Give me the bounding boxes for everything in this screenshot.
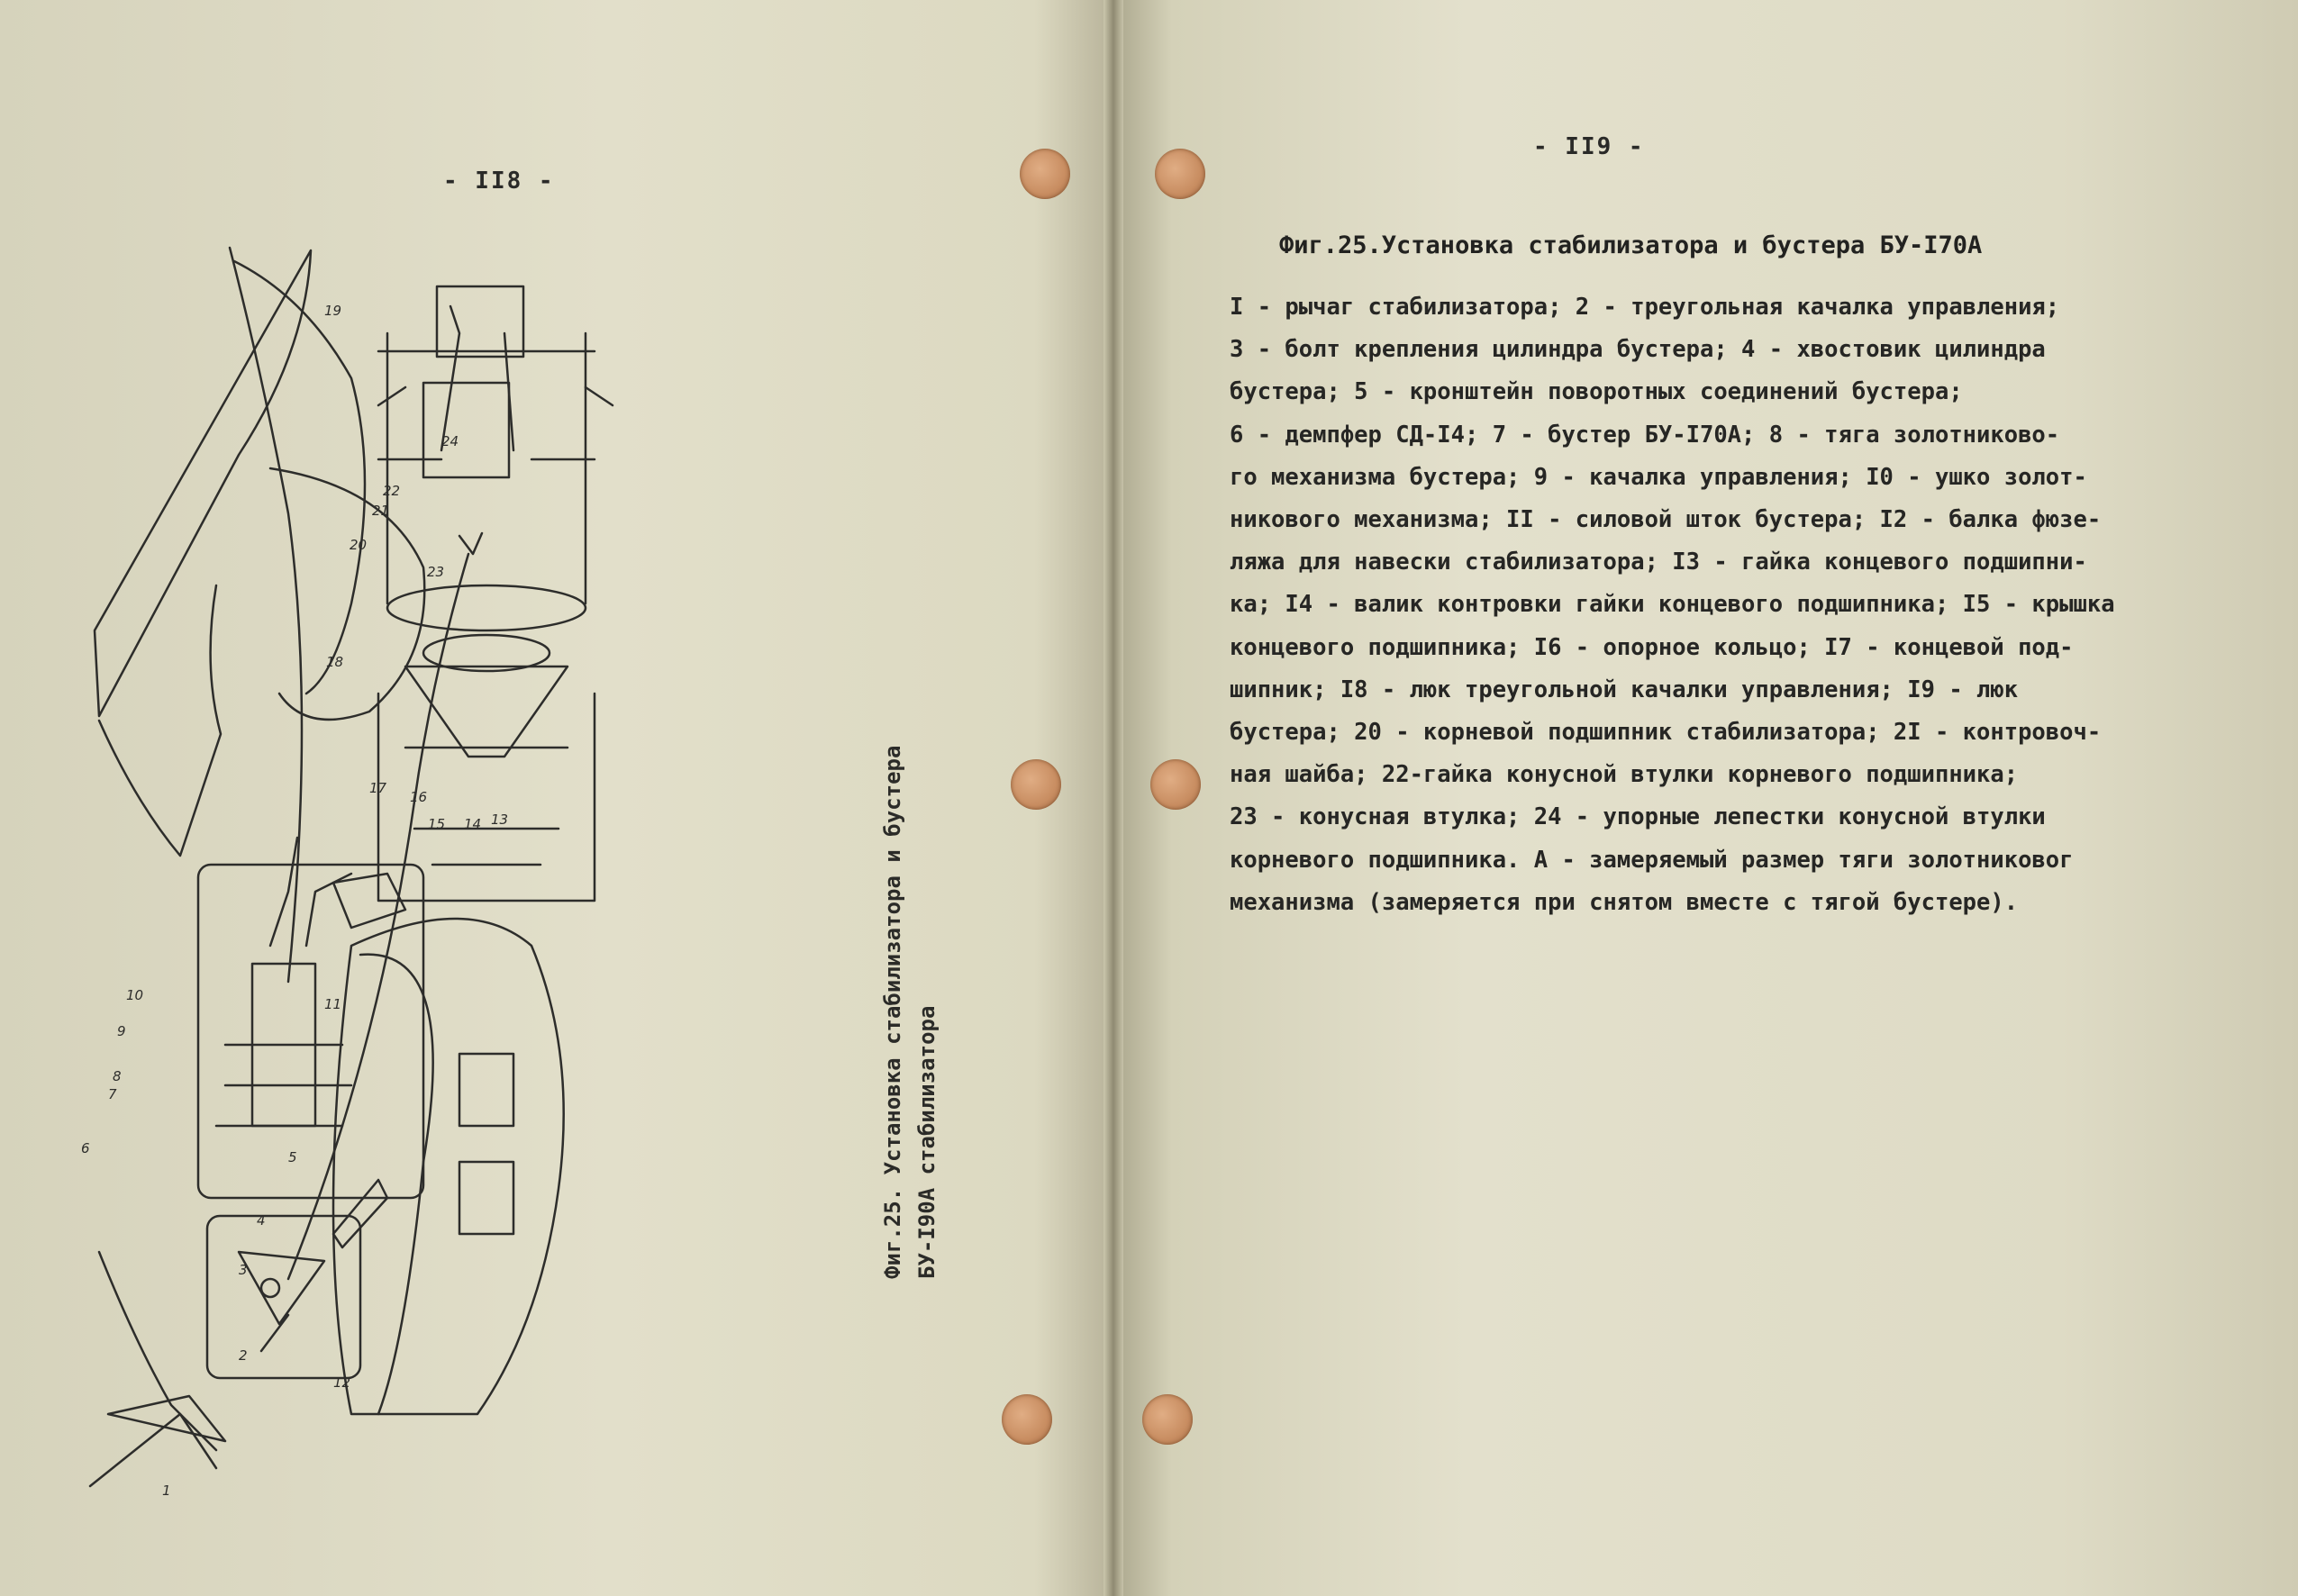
legend-line: 23 - конусная втулка; 24 - упорные лепестки конусной втулки (1230, 803, 2046, 831)
hatch-19 (437, 286, 523, 357)
callout-label-11: 11 (324, 996, 342, 1012)
callout-label-1: 1 (162, 1483, 171, 1499)
callout-label-15: 15 (428, 816, 446, 832)
caption-line-2: БУ-I90А стабилизатора (914, 1005, 940, 1279)
callout-label-23: 23 (427, 564, 445, 580)
legend-line: никового механизма; II - силовой шток бустера; I2 - балка фюзе- (1230, 506, 2102, 534)
legend-line: бустера; 20 - корневой подшипник стабилизатора; 2I - контровоч- (1230, 719, 2102, 747)
fin-outline (99, 585, 221, 856)
callout-label-20: 20 (350, 537, 368, 553)
book-gutter (1104, 0, 1123, 1596)
callout-label-19: 19 (324, 303, 342, 319)
technical-drawing (81, 243, 865, 1504)
callout-label-9: 9 (117, 1023, 126, 1039)
callout-label-24: 24 (441, 433, 459, 449)
figure-title: Фиг.25.Установка стабилизатора и бустера БУ-I70А (1279, 231, 1983, 259)
fuselage-lower (270, 468, 424, 720)
left-page-number: - II8 - (443, 168, 555, 195)
callout-label-16: 16 (410, 789, 428, 805)
punch-hole (1020, 149, 1070, 199)
right-page-number: - II9 - (1533, 133, 1645, 160)
punch-hole (1002, 1394, 1052, 1445)
callout-label-2: 2 (239, 1347, 248, 1364)
callout-label-8: 8 (113, 1068, 122, 1084)
punch-hole (1142, 1394, 1193, 1445)
figure-legend (1230, 286, 2115, 924)
legend-line: 3 - болт крепления цилиндра бустера; 4 - хвостовик цилиндра (1230, 336, 2046, 364)
stabilizer-outline (95, 250, 311, 716)
legend-line: механизма (замеряется при снятом вместе с тягой бустере). (1230, 888, 2019, 916)
legend-line: го механизма бустера; 9 - качалка управления; I0 - ушко золот- (1230, 463, 2087, 491)
punch-hole (1150, 759, 1201, 810)
legend-line: ляжа для навески стабилизатора; I3 - гайка концевого подшипни- (1230, 549, 2087, 576)
callout-label-18: 18 (326, 654, 344, 670)
hatch-18 (423, 383, 509, 477)
callout-label-5: 5 (288, 1149, 297, 1165)
callout-label-10: 10 (126, 987, 144, 1003)
legend-line: бустера; 5 - кронштейн поворотных соединений бустера; (1230, 378, 1963, 406)
legend-line: концевого подшипника; I6 - опорное кольцо; I7 - концевой под- (1230, 633, 2074, 661)
callout-label-21: 21 (372, 503, 390, 519)
access-arrow (288, 554, 468, 1279)
legend-line: корневого подшипника. А - замеряемый размер тяги золотниковог (1230, 846, 2074, 874)
legend-line: 6 - демпфер СД-I4; 7 - бустер БУ-I70А; 8 - тяга золотниково- (1230, 421, 2060, 449)
callout-label-22: 22 (383, 483, 401, 499)
callout-label-3: 3 (239, 1262, 248, 1278)
legend-line: I - рычаг стабилизатора; 2 - треугольная качалка управления; (1230, 294, 2060, 321)
caption-line-1: Фиг.25. Установка стабилизатора и бустера (880, 745, 905, 1279)
callout-label-13: 13 (491, 812, 509, 828)
callout-label-6: 6 (81, 1140, 90, 1156)
callout-label-14: 14 (464, 816, 482, 832)
fairing-outline (333, 919, 564, 1414)
punch-hole (1011, 759, 1061, 810)
callout-label-12: 12 (333, 1374, 351, 1391)
left-page (0, 0, 1113, 1596)
punch-hole (1155, 149, 1205, 199)
legend-line: шипник; I8 - люк треугольной качалки управления; I9 - люк (1230, 676, 2019, 703)
legend-line: ка; I4 - валик контровки гайки концевого подшипника; I5 - крышка (1230, 591, 2115, 619)
figure-caption-vertical (876, 721, 944, 1279)
callout-label-17: 17 (369, 780, 387, 796)
callout-label-7: 7 (108, 1086, 117, 1102)
callout-label-4: 4 (257, 1212, 266, 1229)
legend-line: ная шайба; 22-гайка конусной втулки корневого подшипника; (1230, 761, 2019, 789)
bearing-housing (378, 333, 595, 603)
